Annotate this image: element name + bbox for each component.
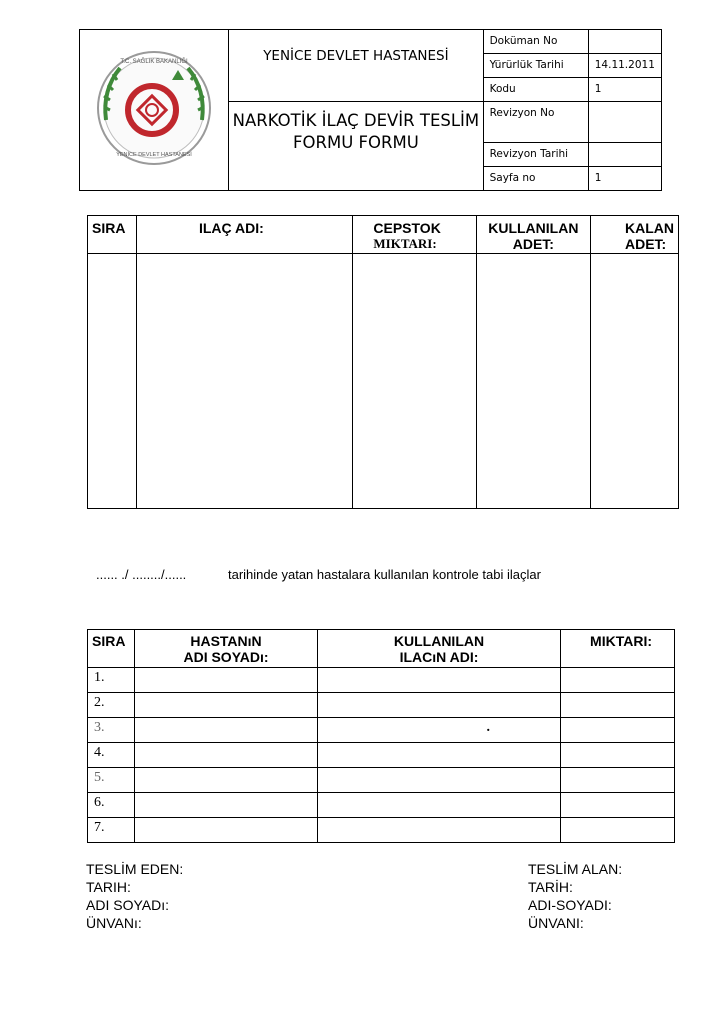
signature-left	[86, 860, 183, 932]
drug-name-cell[interactable]	[318, 743, 561, 768]
form-title: NARKOTİK İLAÇ DEVİR TESLİM FORMU FORMU	[232, 111, 480, 152]
sig-adi-soyadi: ADI-SOYADI:	[528, 897, 612, 913]
drug-entry-area	[88, 254, 679, 509]
meta-value: 1	[588, 167, 661, 191]
amount-cell[interactable]	[561, 668, 675, 693]
row-number: 4.	[88, 743, 135, 768]
sig-teslim-alan: TESLİM ALAN:	[528, 861, 623, 877]
drug-name-cell[interactable]	[318, 693, 561, 718]
sig-adi-soyadi: ADI SOYADı:	[86, 897, 169, 913]
hospital-name: YENİCE DEVLET HASTANESİ	[263, 48, 449, 64]
row-number: 1.	[88, 668, 135, 693]
col-ilac-line1: KULLANILAN	[393, 633, 485, 649]
drug-cell[interactable]	[136, 254, 352, 509]
sig-tarih: TARIH:	[86, 879, 131, 895]
date-line-text: tarihinde yatan hastalara kullanılan kontrole tabi ilaçlar	[228, 567, 541, 582]
patient-cell[interactable]	[135, 693, 318, 718]
meta-value: 1	[588, 78, 661, 102]
amount-cell[interactable]	[561, 768, 675, 793]
amount-cell[interactable]	[561, 818, 675, 843]
drug-cell[interactable]	[476, 254, 590, 509]
drug-name-cell[interactable]	[318, 718, 561, 743]
patient-table	[87, 629, 675, 843]
signature-right	[528, 860, 622, 932]
logo-top-text: T.C. SAĞLIK BAKANLIĞI	[120, 59, 188, 65]
drug-cell[interactable]	[353, 254, 476, 509]
col-cepstok-line2: MIKTARI:	[373, 236, 437, 251]
sig-unvani: ÜNVANI:	[528, 915, 584, 931]
col-cepstok	[353, 216, 476, 254]
drug-name-cell[interactable]	[318, 818, 561, 843]
col-ilac	[318, 630, 561, 668]
patient-cell[interactable]	[135, 668, 318, 693]
drug-table	[87, 215, 679, 509]
table-row	[88, 818, 675, 843]
patient-cell[interactable]	[135, 768, 318, 793]
amount-cell[interactable]	[561, 743, 675, 768]
meta-value	[588, 30, 661, 54]
table-row	[88, 718, 675, 743]
row-number: 6.	[88, 793, 135, 818]
meta-label: Revizyon Tarihi	[483, 143, 588, 167]
meta-value	[588, 102, 661, 143]
col-sira: SIRA	[88, 216, 137, 254]
col-cepstok-line1: CEPSTOK	[373, 220, 441, 236]
row-number: 2.	[88, 693, 135, 718]
col-kalan-line1: KALAN	[625, 220, 674, 236]
logo-cell	[80, 30, 229, 191]
meta-label: Revizyon No	[483, 102, 588, 143]
meta-label: Sayfa no	[483, 167, 588, 191]
col-kullanilan-line1: KULLANILAN	[488, 220, 579, 236]
col-hasta-line2: ADI SOYADı:	[183, 649, 269, 665]
hospital-name-cell	[229, 30, 483, 102]
row-number: 5.	[88, 768, 135, 793]
sig-unvani: ÜNVANı:	[86, 915, 142, 931]
meta-label: Yürürlük Tarihi	[483, 54, 588, 78]
header-table	[79, 29, 662, 191]
drug-name-cell[interactable]	[318, 768, 561, 793]
table-row	[88, 793, 675, 818]
patient-cell[interactable]	[135, 818, 318, 843]
meta-label: Doküman No	[483, 30, 588, 54]
col-miktar: MIKTARI:	[561, 630, 675, 668]
table-row	[88, 768, 675, 793]
col-ilac-line2: ILACıN ADI:	[399, 649, 479, 665]
col-hasta	[135, 630, 318, 668]
drug-cell[interactable]	[88, 254, 137, 509]
meta-value: 14.11.2011	[588, 54, 661, 78]
col-kalan	[591, 216, 679, 254]
form-title-cell	[229, 102, 483, 191]
logo-bottom-text: YENİCE DEVLET HASTANESİ	[116, 152, 192, 158]
table-row	[88, 668, 675, 693]
ministry-logo	[80, 30, 228, 186]
sig-tarih: TARİH:	[528, 879, 573, 895]
drug-name-cell[interactable]	[318, 668, 561, 693]
drug-cell[interactable]	[591, 254, 679, 509]
table-row	[88, 743, 675, 768]
table-row	[88, 693, 675, 718]
col-kullanilan-line2: ADET:	[512, 236, 554, 252]
amount-cell[interactable]	[561, 718, 675, 743]
patient-cell[interactable]	[135, 718, 318, 743]
col-sira: SIRA	[88, 630, 135, 668]
col-kalan-line2: ADET:	[625, 236, 667, 252]
sig-teslim-eden: TESLİM EDEN:	[86, 861, 184, 877]
stray-mark: .	[486, 720, 490, 735]
patient-cell[interactable]	[135, 743, 318, 768]
amount-cell[interactable]	[561, 693, 675, 718]
amount-cell[interactable]	[561, 793, 675, 818]
col-kullanilan	[476, 216, 590, 254]
meta-value	[588, 143, 661, 167]
drug-name-cell[interactable]	[318, 793, 561, 818]
col-hasta-line1: HASTANıN	[190, 633, 262, 649]
row-number: 3.	[88, 718, 135, 743]
row-number: 7.	[88, 818, 135, 843]
meta-label: Kodu	[483, 78, 588, 102]
patient-cell[interactable]	[135, 793, 318, 818]
date-placeholder: ...... ./ ......../......	[96, 567, 187, 582]
col-ilac-adi: ILAÇ ADI:	[136, 216, 352, 254]
